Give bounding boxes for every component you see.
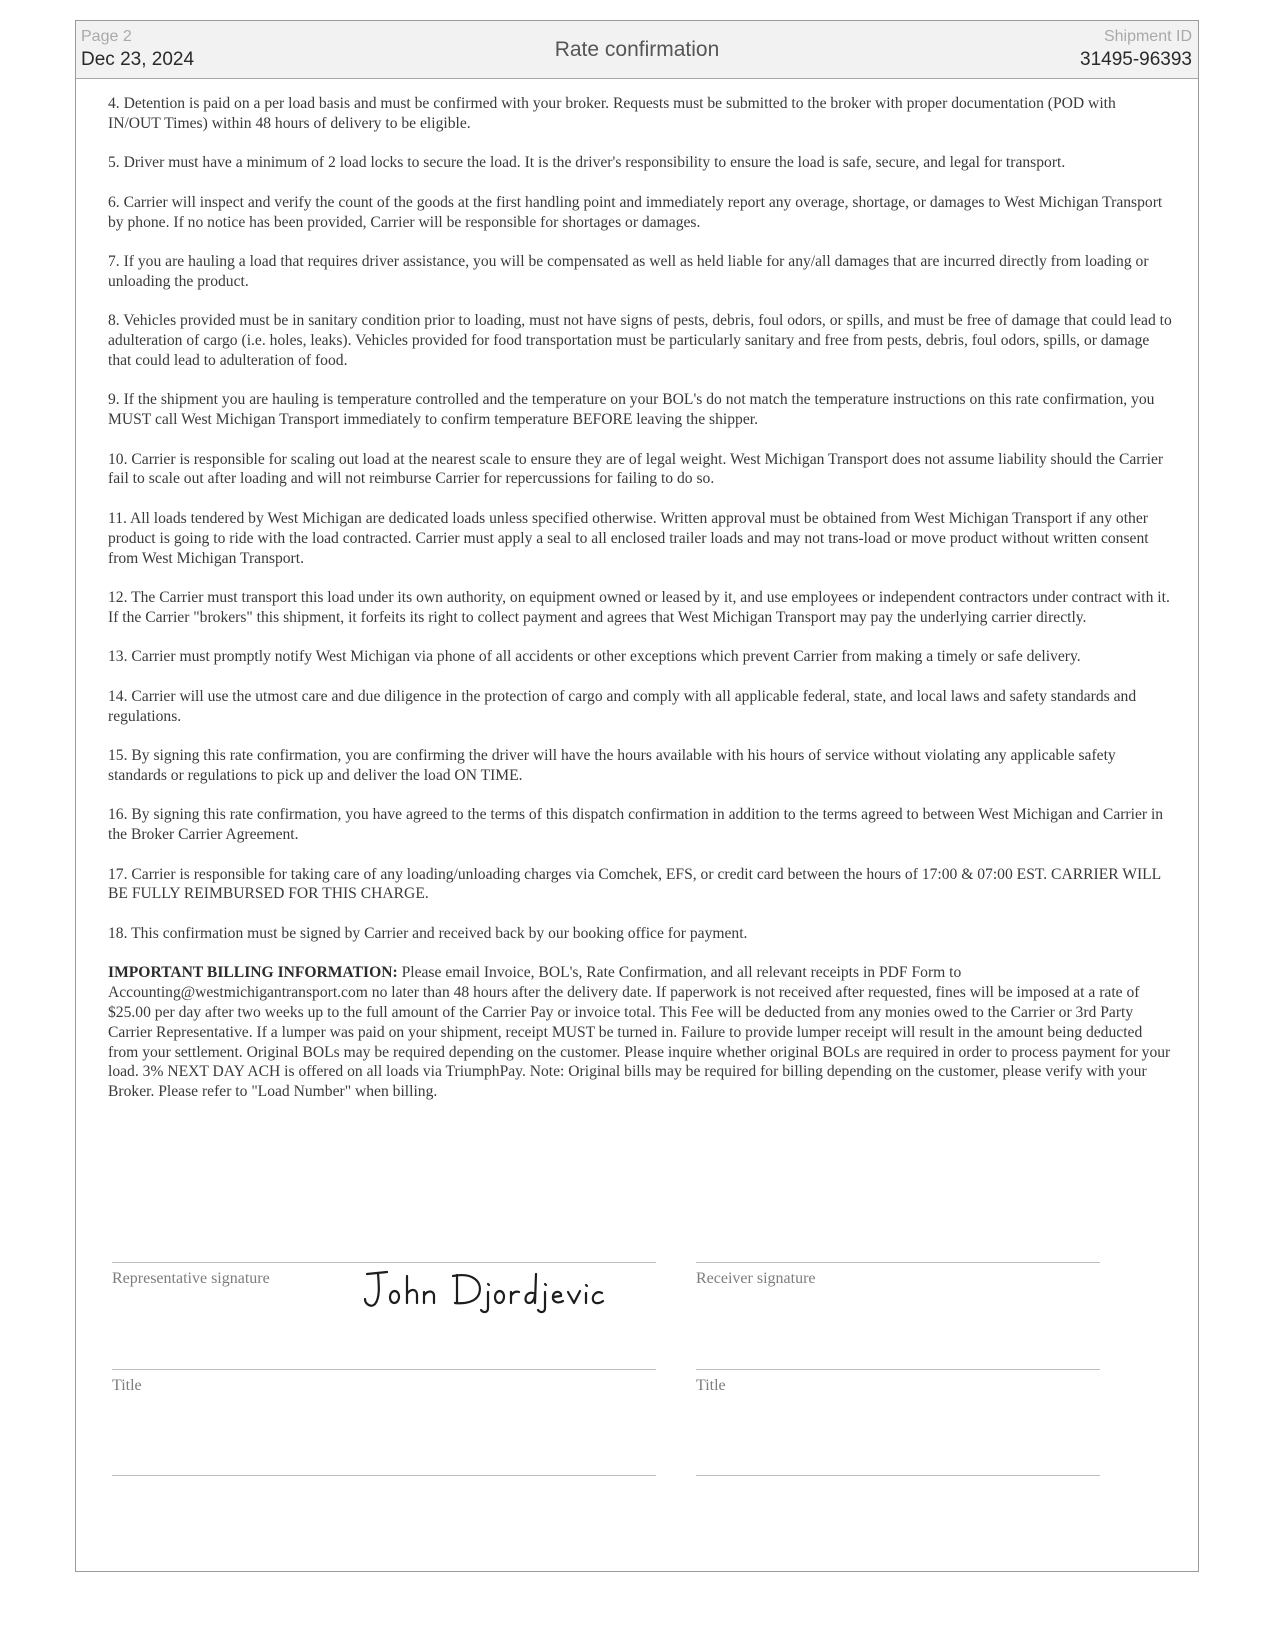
term-item: 13. Carrier must promptly notify West Michigan via phone of all accidents or other exceptions which prevent Carrier from making a timely or safe delivery.	[108, 648, 1081, 666]
term-item: 16. By signing this rate confirmation, you have agreed to the terms of this dispatch confirmation in addition to the terms agreed to between West Michigan and Carrier in the Broker Carrier Agreement.	[108, 806, 1164, 844]
term-item: 7. If you are hauling a load that requires driver assistance, you will be compensated as well as held liable for any/all damages that are incurred directly from loading or unloading the product.	[108, 253, 1149, 290]
term-item: 5. Driver must have a minimum of 2 load locks to secure the load. It is the driver's responsibility to ensure the load is safe, secure, and legal for transport.	[108, 154, 1066, 172]
representative-signature-line	[112, 1262, 656, 1263]
signature-image	[361, 1266, 621, 1316]
representative-signature-label: Representative signature	[112, 1270, 270, 1287]
receiver-title-label: Title	[696, 1377, 726, 1394]
billing-information	[108, 963, 1172, 1102]
term-item: 12. The Carrier must transport this load under its own authority, on equipment owned or leased by it, and use employees or independent contractors under contract with it. If the Carrier "brokers" this shipment, it forfeits its right to collect payment and agrees that West Michigan Transport may pay the underlying carrier directly.	[108, 589, 1170, 626]
term-item: 18. This confirmation must be signed by Carrier and received back by our booking office for payment.	[108, 924, 748, 942]
representative-handwritten-signature	[361, 1266, 621, 1321]
receiver-extra-line	[696, 1475, 1100, 1476]
terms-section	[108, 94, 1172, 1122]
header-right	[1080, 27, 1192, 73]
receiver-title-line	[696, 1369, 1100, 1370]
receiver-signature-label: Receiver signature	[696, 1270, 816, 1287]
document-frame	[75, 20, 1199, 1572]
term-item: 4. Detention is paid on a per load basis and must be confirmed with your broker. Requests must be submitted to the broker with proper documentation (POD with IN/OUT Times) within 48 hours of delivery to be eligible.	[108, 95, 1116, 132]
billing-heading: IMPORTANT BILLING INFORMATION:	[108, 964, 398, 982]
document-date: Dec 23, 2024	[81, 49, 195, 70]
term-item: 17. Carrier is responsible for taking care of any loading/unloading charges via Comchek, EFS, or credit card between the hours of 17:00 & 07:00 EST. CARRIER WILL BE FULLY REIMBURSED FOR THIS CHARGE.	[108, 865, 1161, 903]
term-item: 9. If the shipment you are hauling is temperature controlled and the temperature on your BOL's do not match the temperature instructions on this rate confirmation, you MUST call West Michigan Transport immediately to confirm temperature BEFORE leaving the shipper.	[108, 391, 1155, 429]
receiver-signature-line	[696, 1262, 1100, 1263]
page-number: Page 2	[81, 28, 132, 45]
representative-title-label: Title	[112, 1377, 142, 1394]
document-title: Rate confirmation	[554, 38, 720, 61]
representative-title-line	[112, 1369, 656, 1370]
shipment-id-value: 31495-96393	[1080, 49, 1192, 70]
term-item: 11. All loads tendered by West Michigan are dedicated loads unless specified otherwise. Written approval must be obtained from West Michigan Transport if any other product is going to ride with the load contracted. Carrier must apply a seal to all enclosed trailer loads and may not trans-load or move product without written consent from West Michigan Transport.	[108, 509, 1149, 567]
term-item: 6. Carrier will inspect and verify the count of the goods at the first handling point and immediately report any overage, shortage, or damages to West Michigan Transport by phone. If no notice has been provided, Carrier will be responsible for shortages or damages.	[108, 193, 1163, 231]
term-item: 10. Carrier is responsible for scaling out load at the nearest scale to ensure they are of legal weight. West Michigan Transport does not assume liability should the Carrier fail to scale out after loading and will not reimburse Carrier for repercussions for failing to do so.	[108, 450, 1164, 488]
term-item: 8. Vehicles provided must be in sanitary condition prior to loading, must not have signs of pests, debris, foul odors, or spills, and must be free of damage that could lead to adulteration of cargo (i.e. holes, leaks). Vehicles provided for food transportation must be particularly sanitary and free from pests, debris, foul odors, spills, or damage that could lead to adulteration of food.	[108, 312, 1172, 369]
billing-text: Please email Invoice, BOL's, Rate Confirmation, and all relevant receipts in PDF Form to Accounting@westmichigantransport.com no later than 48 hours after the delivery date. If paperwork is not received after requested, fines will be imposed at a rate of $25.00 per day after two weeks up to the full amount of the Carrier Pay or invoice total. This Fee will be deducted from any monies owed to the Carrier or 3rd Party Carrier Representative. If a lumper was paid on your shipment, receipt MUST be turned in. Failure to provide lumper receipt will result in the amount being deducted from your settlement. Original BOLs may be required depending on the customer. Please inquire whether original BOLs are required in order to process payment for your load. 3% NEXT DAY ACH is offered on all loads via TriumphPay. Note: Original bills may be required for billing depending on the customer, please verify with your Broker. Please refer to "Load Number" when billing.	[108, 964, 1171, 1101]
page-header	[76, 21, 1198, 79]
representative-extra-line	[112, 1475, 656, 1476]
term-item: 14. Carrier will use the utmost care and due diligence in the protection of cargo and comply with all applicable federal, state, and local laws and safety standards and regulations.	[108, 687, 1137, 725]
term-item: 15. By signing this rate confirmation, you are confirming the driver will have the hours available with his hours of service without violating any applicable safety standards or regulations to pick up and deliver the load ON TIME.	[108, 747, 1116, 784]
shipment-id-label: Shipment ID	[1103, 28, 1192, 45]
